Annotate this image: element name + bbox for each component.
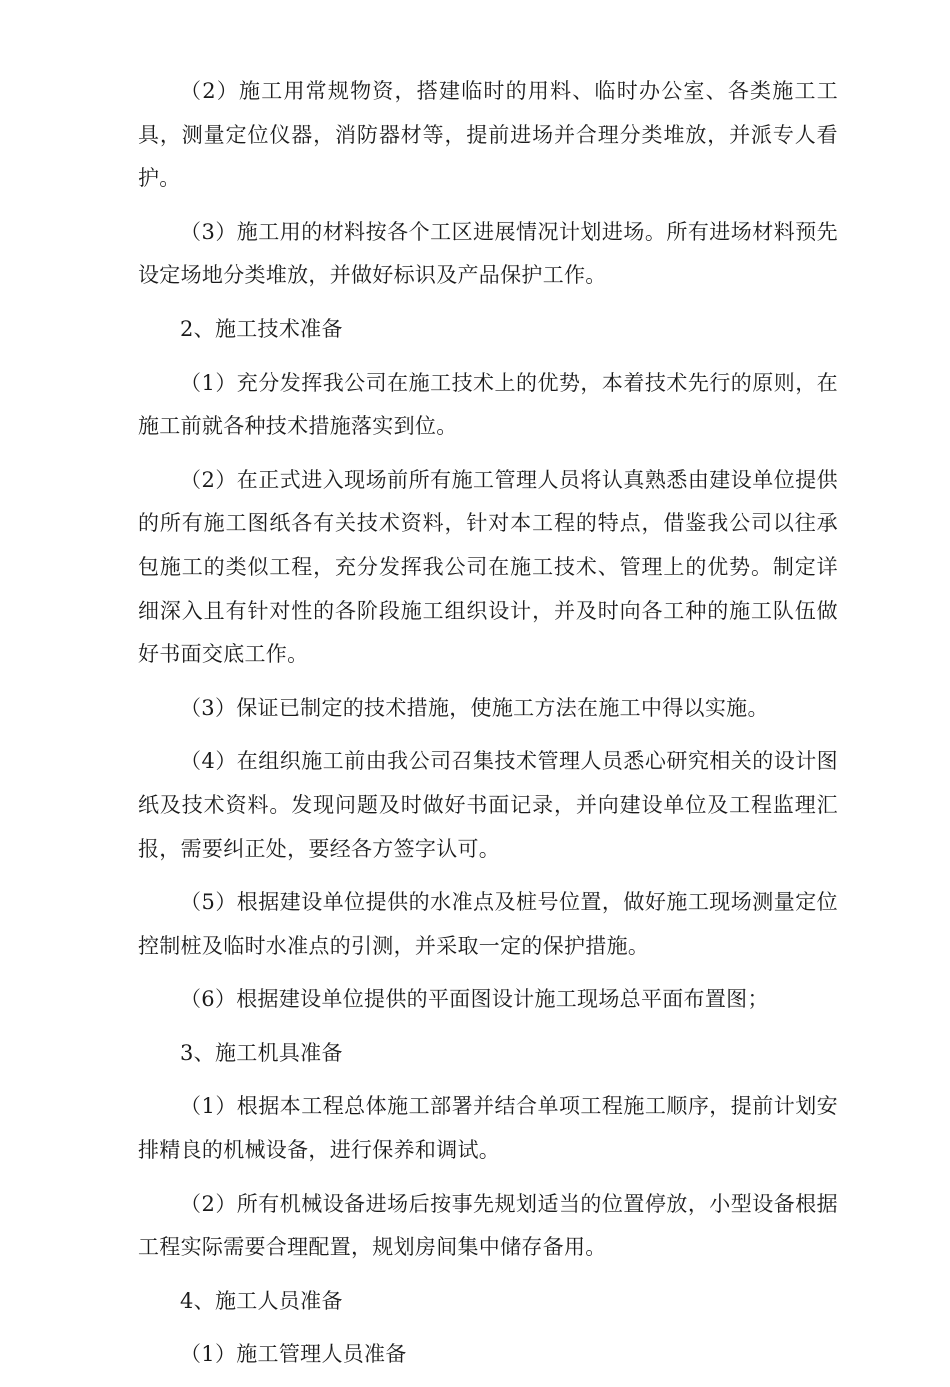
document-page	[138, 70, 838, 1387]
section-heading-personnel-prep: 4、施工人员准备	[180, 1288, 343, 1313]
paragraph-technical-4: （4）在组织施工前由我公司召集技术管理人员悉心研究相关的设计图纸及技术资料。发现问题及时做好书面记录，并向建设单位及工程监理汇报，需要纠正处，要经各方签字认可。	[138, 749, 838, 861]
paragraph-technical-1: （1）充分发挥我公司在施工技术上的优势，本着技术先行的原则，在施工前就各种技术措施落实到位。	[138, 370, 838, 439]
paragraph-personnel-1: （1）施工管理人员准备	[180, 1342, 407, 1367]
paragraph-materials-3: （3）施工用的材料按各个工区进展情况计划进场。所有进场材料预先设定场地分类堆放，并做好标识及产品保护工作。	[138, 219, 838, 288]
paragraph-technical-2: （2）在正式进入现场前所有施工管理人员将认真熟悉由建设单位提供的所有施工图纸各有关技术资料，针对本工程的特点，借鉴我公司以往承包施工的类似工程，充分发挥我公司在施工技术、管理上的优势。制定详细深入且有针对性的各阶段施工组织设计，并及时向各工种的施工队伍做好书面交底工作。	[138, 467, 838, 667]
paragraph-technical-6: （6）根据建设单位提供的平面图设计施工现场总平面布置图；	[180, 987, 769, 1012]
section-heading-machinery-prep: 3、施工机具准备	[180, 1040, 343, 1065]
paragraph-materials-2: （2）施工用常规物资，搭建临时的用料、临时办公室、各类施工工具，测量定位仪器，消防器材等，提前进场并合理分类堆放，并派专人看护。	[138, 79, 838, 191]
paragraph-technical-5: （5）根据建设单位提供的水准点及桩号位置，做好施工现场测量定位控制桩及临时水准点的引测，并采取一定的保护措施。	[138, 890, 838, 958]
paragraph-machinery-2: （2）所有机械设备进场后按事先规划适当的位置停放，小型设备根据工程实际需要合理配置，规划房间集中储存备用。	[138, 1191, 838, 1260]
paragraph-technical-3: （3）保证已制定的技术措施，使施工方法在施工中得以实施。	[180, 695, 769, 720]
section-heading-technical-prep: 2、施工技术准备	[180, 316, 343, 341]
paragraph-machinery-1: （1）根据本工程总体施工部署并结合单项工程施工顺序，提前计划安排精良的机械设备，进行保养和调试。	[138, 1094, 838, 1163]
